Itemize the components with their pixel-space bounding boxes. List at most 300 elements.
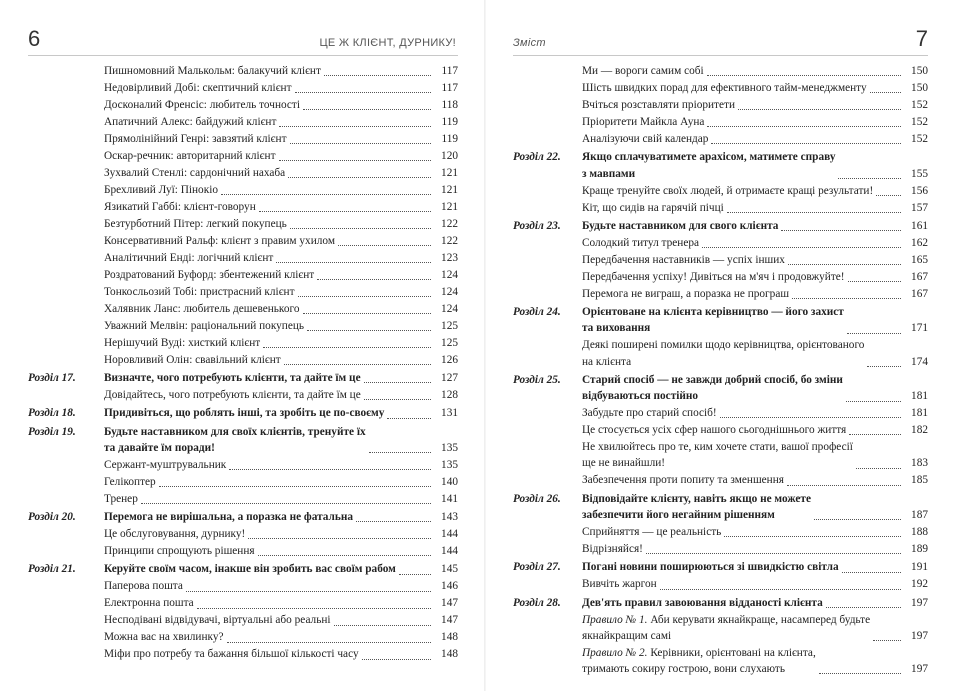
entry-body — [582, 218, 928, 234]
entry-body — [104, 267, 458, 283]
toc-entry — [513, 422, 928, 438]
rule-label: Правило № 1. — [582, 613, 648, 626]
toc-entry — [28, 80, 458, 96]
entry-body — [582, 645, 928, 678]
entry-title: Прямолінійний Генрі: завзятий клієнт — [104, 132, 287, 145]
dot-leader — [788, 264, 901, 265]
dot-leader — [781, 230, 901, 231]
left-toc-list — [28, 63, 458, 663]
book-gutter — [484, 0, 486, 691]
entry-page-number: 120 — [441, 149, 458, 162]
dot-leader — [873, 640, 901, 641]
entry-body — [582, 372, 928, 405]
entry-body — [104, 352, 458, 368]
toc-entry — [28, 424, 458, 457]
dot-leader — [248, 538, 431, 539]
right-page-number: 7 — [915, 26, 928, 51]
dot-leader — [849, 434, 901, 435]
toc-entry — [513, 80, 928, 96]
entry-title: Язикатий Габбі: клієнт-говорун — [104, 200, 256, 213]
entry-title: Уважний Мелвін: раціональний покупець — [104, 319, 305, 332]
entry-page-number: 135 — [441, 441, 458, 454]
entry-body — [104, 578, 458, 594]
dot-leader — [707, 126, 901, 127]
entry-page-number: 144 — [441, 528, 458, 541]
entry-page-number: 121 — [441, 183, 458, 196]
entry-title: Зухвалий Стенлі: сардонічний нахаба — [104, 166, 286, 179]
entry-body — [582, 541, 928, 557]
entry-title: Паперова пошта — [104, 580, 183, 593]
dot-leader — [362, 659, 431, 660]
entry-body — [104, 233, 458, 249]
entry-body — [104, 318, 458, 334]
dot-leader — [842, 572, 901, 573]
dot-leader — [364, 399, 431, 400]
toc-entry — [28, 199, 458, 215]
entry-title: Нерішучий Вуді: хисткий клієнт — [104, 336, 261, 349]
entry-body — [582, 439, 928, 472]
entry-title: Придивіться, що роблять інші, та зробіть це по-своєму — [104, 407, 385, 420]
toc-entry — [28, 318, 458, 334]
entry-title: Вивчіть жаргон — [582, 578, 657, 591]
toc-entry — [28, 352, 458, 368]
chapter-label: Розділ 26. — [513, 492, 561, 505]
entry-body — [104, 629, 458, 645]
dot-leader — [646, 553, 901, 554]
toc-entry — [28, 370, 458, 386]
entry-title: Консервативний Ральф: клієнт з правим ухилом — [104, 234, 335, 247]
chapter-label: Розділ 23. — [513, 219, 561, 232]
toc-entry — [28, 509, 458, 525]
dot-leader — [227, 642, 432, 643]
toc-entry — [28, 97, 458, 113]
entry-page-number: 187 — [911, 509, 928, 522]
entry-body — [582, 612, 928, 645]
entry-title: Довідайтесь, чого потребують клієнти, та дайте їм це — [104, 389, 361, 402]
right-running-head: Зміст — [513, 37, 546, 49]
chapter-label: Розділ 19. — [28, 425, 76, 438]
dot-leader — [720, 417, 901, 418]
dot-leader — [826, 607, 901, 608]
entry-title: Тренер — [104, 492, 138, 505]
entry-body — [104, 97, 458, 113]
entry-title: Перемога не вирішальна, а поразка не фатальна — [104, 511, 354, 524]
toc-entry — [513, 183, 928, 199]
entry-page-number: 126 — [441, 353, 458, 366]
entry-body — [582, 200, 928, 216]
entry-body — [104, 405, 458, 421]
entry-page-number: 119 — [441, 132, 458, 145]
toc-entry — [28, 543, 458, 559]
right-page — [513, 26, 928, 678]
dot-leader — [229, 469, 431, 470]
entry-body — [104, 370, 458, 386]
entry-page-number: 162 — [911, 236, 928, 249]
entry-title: Визначте, чого потребують клієнти, та дайте їм це — [104, 372, 361, 385]
entry-page-number: 117 — [441, 65, 458, 77]
toc-entry — [513, 304, 928, 337]
entry-body — [104, 148, 458, 164]
dot-leader — [738, 109, 901, 110]
entry-title: Будьте наставником для свого клієнта — [582, 219, 779, 232]
entry-title: Забезпечення проти попиту та зменшення — [582, 474, 784, 487]
entry-title — [582, 645, 816, 678]
entry-body — [104, 491, 458, 507]
toc-entry — [513, 439, 928, 472]
entry-body — [104, 509, 458, 525]
entry-title: Погані новини поширюються зі швидкістю світла — [582, 561, 839, 574]
entry-page-number: 185 — [911, 474, 928, 487]
entry-body — [582, 235, 928, 251]
dot-leader — [279, 160, 431, 161]
entry-page-number: 124 — [441, 285, 458, 298]
toc-entry — [513, 149, 928, 182]
dot-leader — [814, 519, 901, 520]
entry-page-number: 152 — [911, 132, 928, 145]
entry-body — [582, 149, 928, 182]
entry-page-number: 140 — [441, 475, 458, 488]
entry-title: Передбачення успіху! Дивіться на м'яч і продовжуйте! — [582, 270, 845, 283]
toc-entry — [28, 250, 458, 266]
entry-body — [582, 524, 928, 540]
entry-page-number: 131 — [441, 407, 458, 420]
entry-page-number: 122 — [441, 217, 458, 230]
entry-body — [582, 252, 928, 268]
right-page-header — [513, 26, 928, 56]
entry-body — [104, 165, 458, 181]
entry-page-number: 189 — [911, 543, 928, 555]
toc-entry — [28, 267, 458, 283]
entry-body — [104, 424, 458, 457]
entry-body — [582, 337, 928, 370]
entry-page-number: 148 — [441, 648, 458, 661]
toc-entry — [513, 541, 928, 557]
dot-leader — [819, 673, 901, 674]
dot-leader — [399, 574, 431, 575]
entry-body — [104, 301, 458, 317]
entry-page-number: 128 — [441, 389, 458, 402]
entry-page-number: 197 — [911, 596, 928, 609]
toc-entry — [513, 372, 928, 405]
entry-page-number: 157 — [911, 201, 928, 214]
toc-entry — [513, 63, 928, 79]
toc-entry — [513, 612, 928, 645]
entry-body — [104, 216, 458, 232]
toc-entry — [513, 472, 928, 488]
toc-entry — [513, 252, 928, 268]
chapter-label: Розділ 22. — [513, 151, 561, 164]
dot-leader — [284, 364, 431, 365]
entry-title: Міфи про потребу та бажання більшої кількості часу — [104, 648, 359, 661]
entry-title: Аналізуючи свій календар — [582, 132, 709, 145]
dot-leader — [303, 313, 432, 314]
entry-body — [582, 304, 928, 337]
entry-body — [104, 387, 458, 403]
toc-entry — [513, 97, 928, 113]
entry-page-number: 118 — [441, 98, 458, 111]
entry-body — [582, 559, 928, 575]
rule-label: Правило № 2. — [582, 646, 648, 659]
toc-entry — [28, 612, 458, 628]
toc-entry — [28, 405, 458, 421]
entry-title: Забудьте про старий спосіб! — [582, 407, 717, 420]
dot-leader — [727, 212, 901, 213]
entry-page-number: 156 — [911, 184, 928, 197]
entry-page-number: 146 — [441, 580, 458, 593]
dot-leader — [295, 92, 431, 93]
entry-body — [104, 561, 458, 577]
entry-title: Старий спосіб — не завжди добрий спосіб, бо зміни відбуваються постійно — [582, 373, 843, 403]
entry-title: Електронна пошта — [104, 597, 194, 610]
entry-title: Якщо сплачуватимете арахісом, матимете справу з мавпами — [582, 151, 836, 180]
toc-entry — [513, 114, 928, 130]
entry-body — [104, 284, 458, 300]
dot-leader — [847, 333, 901, 334]
toc-entry — [28, 114, 458, 130]
entry-title: Передбачення наставників — успіх інших — [582, 253, 785, 266]
right-toc-list — [513, 63, 928, 677]
entry-page-number: 174 — [911, 355, 928, 368]
dot-leader — [263, 347, 431, 348]
dot-leader — [221, 194, 431, 195]
toc-entry — [28, 148, 458, 164]
dot-leader — [303, 109, 431, 110]
dot-leader — [867, 366, 901, 367]
entry-title: Гелікоптер — [104, 475, 156, 488]
entry-page-number: 161 — [911, 219, 928, 232]
entry-page-number: 167 — [911, 270, 928, 283]
entry-title: Деякі поширені помилки щодо керівництва, орієнтованого на клієнта — [582, 339, 865, 368]
dot-leader — [387, 418, 431, 419]
dot-leader — [876, 195, 901, 196]
entry-body — [582, 131, 928, 147]
entry-page-number: 152 — [911, 115, 928, 128]
entry-page-number: 121 — [441, 166, 458, 179]
dot-leader — [298, 296, 431, 297]
entry-title: Дев'ять правил завоювання відданості клієнта — [582, 596, 823, 609]
toc-entry — [513, 491, 928, 524]
entry-page-number: 183 — [911, 457, 928, 470]
dot-leader — [258, 555, 431, 556]
toc-entry — [28, 457, 458, 473]
entry-title: Відрізняйся! — [582, 543, 643, 555]
entry-body — [104, 114, 458, 130]
toc-entry — [28, 526, 458, 542]
entry-title: Роздратований Буфорд: збентежений клієнт — [104, 268, 315, 281]
entry-title: Краще тренуйте своїх людей, й отримаєте кращі результати! — [582, 184, 874, 197]
entry-page-number: 147 — [441, 614, 458, 627]
dot-leader — [848, 281, 901, 282]
entry-title: Будьте наставником для своїх клієнтів, тренуйте їх та давайте їм поради! — [104, 425, 366, 454]
dot-leader — [870, 92, 901, 93]
entry-page-number: 152 — [911, 98, 928, 111]
entry-page-number: 141 — [441, 492, 458, 505]
dot-leader — [660, 589, 901, 590]
chapter-label: Розділ 17. — [28, 372, 76, 385]
entry-title-text: Аби керувати якнайкраще, насамперед будьте якнайкращим самі — [582, 613, 871, 642]
entry-page-number: 171 — [911, 322, 928, 335]
toc-entry — [28, 182, 458, 198]
toc-entry — [28, 629, 458, 645]
entry-page-number: 182 — [911, 424, 928, 437]
chapter-label: Розділ 28. — [513, 596, 561, 609]
entry-page-number: 197 — [911, 629, 928, 642]
toc-entry — [28, 233, 458, 249]
entry-page-number: 119 — [441, 115, 458, 128]
dot-leader — [707, 75, 901, 76]
toc-entry — [513, 218, 928, 234]
entry-title — [582, 612, 870, 645]
dot-leader — [792, 298, 901, 299]
entry-page-number: 122 — [441, 234, 458, 247]
entry-title: Досконалий Френсіс: любитель точності — [104, 98, 301, 111]
toc-entry — [513, 235, 928, 251]
chapter-label: Розділ 27. — [513, 561, 561, 574]
entry-body — [582, 286, 928, 302]
toc-entry — [28, 301, 458, 317]
entry-body — [104, 646, 458, 662]
dot-leader — [364, 382, 431, 383]
entry-page-number: 121 — [441, 200, 458, 213]
entry-page-number: 143 — [441, 511, 458, 524]
entry-title: Сержант-муштрувальник — [104, 458, 227, 471]
entry-page-number: 188 — [911, 526, 928, 539]
entry-body — [104, 474, 458, 490]
entry-body — [582, 405, 928, 421]
entry-body — [104, 250, 458, 266]
entry-page-number: 192 — [911, 578, 928, 591]
chapter-label: Розділ 20. — [28, 511, 76, 524]
toc-entry — [28, 595, 458, 611]
entry-title: Ми — вороги самим собі — [582, 65, 704, 77]
entry-title: Пріоритети Майкла Ауна — [582, 115, 705, 128]
entry-title: Орієнтоване на клієнта керівництво — його захист та виховання — [582, 306, 844, 335]
entry-page-number: 165 — [911, 253, 928, 266]
toc-entry — [513, 200, 928, 216]
entry-body — [104, 335, 458, 351]
dot-leader — [276, 262, 431, 263]
dot-leader — [787, 485, 901, 486]
toc-entry — [513, 645, 928, 678]
left-page — [28, 26, 458, 663]
toc-entry — [28, 216, 458, 232]
dot-leader — [324, 75, 431, 76]
entry-title: Принципи спрощують рішення — [104, 545, 255, 558]
toc-entry — [513, 524, 928, 540]
dot-leader — [141, 503, 431, 504]
entry-body — [104, 612, 458, 628]
entry-page-number: 135 — [441, 458, 458, 471]
dot-leader — [186, 591, 431, 592]
entry-body — [104, 457, 458, 473]
dot-leader — [259, 211, 431, 212]
entry-title: Вчіться розставляти пріоритети — [582, 98, 735, 111]
toc-entry — [513, 269, 928, 285]
entry-page-number: 125 — [441, 336, 458, 349]
dot-leader — [711, 143, 901, 144]
toc-entry — [28, 578, 458, 594]
entry-title: Тонкосльозий Тобі: пристрасний клієнт — [104, 285, 295, 298]
entry-title: Халявник Ланс: любитель дешевенького — [104, 302, 300, 315]
entry-title: Апатичний Алекс: байдужий клієнт — [104, 115, 277, 128]
entry-page-number: 181 — [911, 390, 928, 403]
dot-leader — [856, 468, 901, 469]
entry-title-text: Керівники, орієнтовані на клієнта, тримають сокиру гострою, вони слухають — [582, 646, 816, 676]
entry-title: Недовірливий Добі: скептичний клієнт — [104, 81, 292, 94]
entry-page-number: 148 — [441, 631, 458, 644]
dot-leader — [334, 625, 431, 626]
dot-leader — [838, 178, 901, 179]
toc-entry — [28, 561, 458, 577]
entry-title: Керуйте своїм часом, інакше він зробить вас своїм рабом — [104, 563, 396, 576]
entry-title: Відповідайте клієнту, навіть якщо не можете забезпечити його негайним рішенням — [582, 492, 811, 522]
entry-page-number: 124 — [441, 268, 458, 281]
toc-entry — [28, 387, 458, 403]
entry-body — [582, 269, 928, 285]
entry-body — [582, 491, 928, 524]
toc-entry — [513, 286, 928, 302]
entry-page-number: 197 — [911, 663, 928, 676]
left-page-number: 6 — [28, 26, 41, 51]
entry-title: Солодкий титул тренера — [582, 236, 699, 249]
left-running-head: ЦЕ Ж КЛІЄНТ, ДУРНИКУ! — [319, 37, 456, 49]
entry-body — [104, 199, 458, 215]
toc-entry — [513, 337, 928, 370]
dot-leader — [338, 245, 431, 246]
toc-entry — [28, 284, 458, 300]
entry-title: Можна вас на хвилинку? — [104, 631, 224, 644]
entry-title: Норовливий Олін: свавільний клієнт — [104, 353, 281, 366]
entry-body — [582, 63, 928, 79]
entry-body — [582, 114, 928, 130]
entry-body — [104, 595, 458, 611]
entry-page-number: 124 — [441, 302, 458, 315]
dot-leader — [846, 401, 901, 402]
chapter-label: Розділ 25. — [513, 373, 561, 386]
entry-body — [104, 63, 458, 79]
entry-title: Це обслуговування, дурнику! — [104, 528, 246, 541]
entry-body — [582, 576, 928, 592]
dot-leader — [724, 536, 901, 537]
toc-entry — [513, 131, 928, 147]
entry-title: Аналітичний Енді: логічний клієнт — [104, 251, 274, 264]
dot-leader — [317, 279, 431, 280]
entry-body — [104, 131, 458, 147]
entry-page-number: 117 — [441, 81, 458, 94]
dot-leader — [279, 126, 431, 127]
entry-page-number: 181 — [911, 407, 928, 420]
dot-leader — [356, 521, 431, 522]
chapter-label: Розділ 18. — [28, 407, 76, 420]
entry-title: Це стосується усіх сфер нашого сьогоднішнього життя — [582, 424, 847, 437]
toc-entry — [28, 646, 458, 662]
entry-title: Брехливий Луї: Пінокіо — [104, 183, 218, 196]
entry-page-number: 191 — [911, 561, 928, 574]
entry-title: Перемога не виграш, а поразка не програш — [582, 287, 790, 300]
entry-title: Кіт, що сидів на гарячій пічці — [582, 201, 724, 214]
entry-page-number: 167 — [911, 287, 928, 300]
chapter-label: Розділ 24. — [513, 306, 561, 319]
chapter-label: Розділ 21. — [28, 563, 76, 576]
entry-body — [582, 472, 928, 488]
entry-body — [104, 526, 458, 542]
entry-body — [582, 595, 928, 611]
entry-body — [104, 182, 458, 198]
entry-page-number: 155 — [911, 167, 928, 180]
toc-entry — [513, 576, 928, 592]
toc-entry — [28, 63, 458, 79]
toc-entry — [513, 595, 928, 611]
